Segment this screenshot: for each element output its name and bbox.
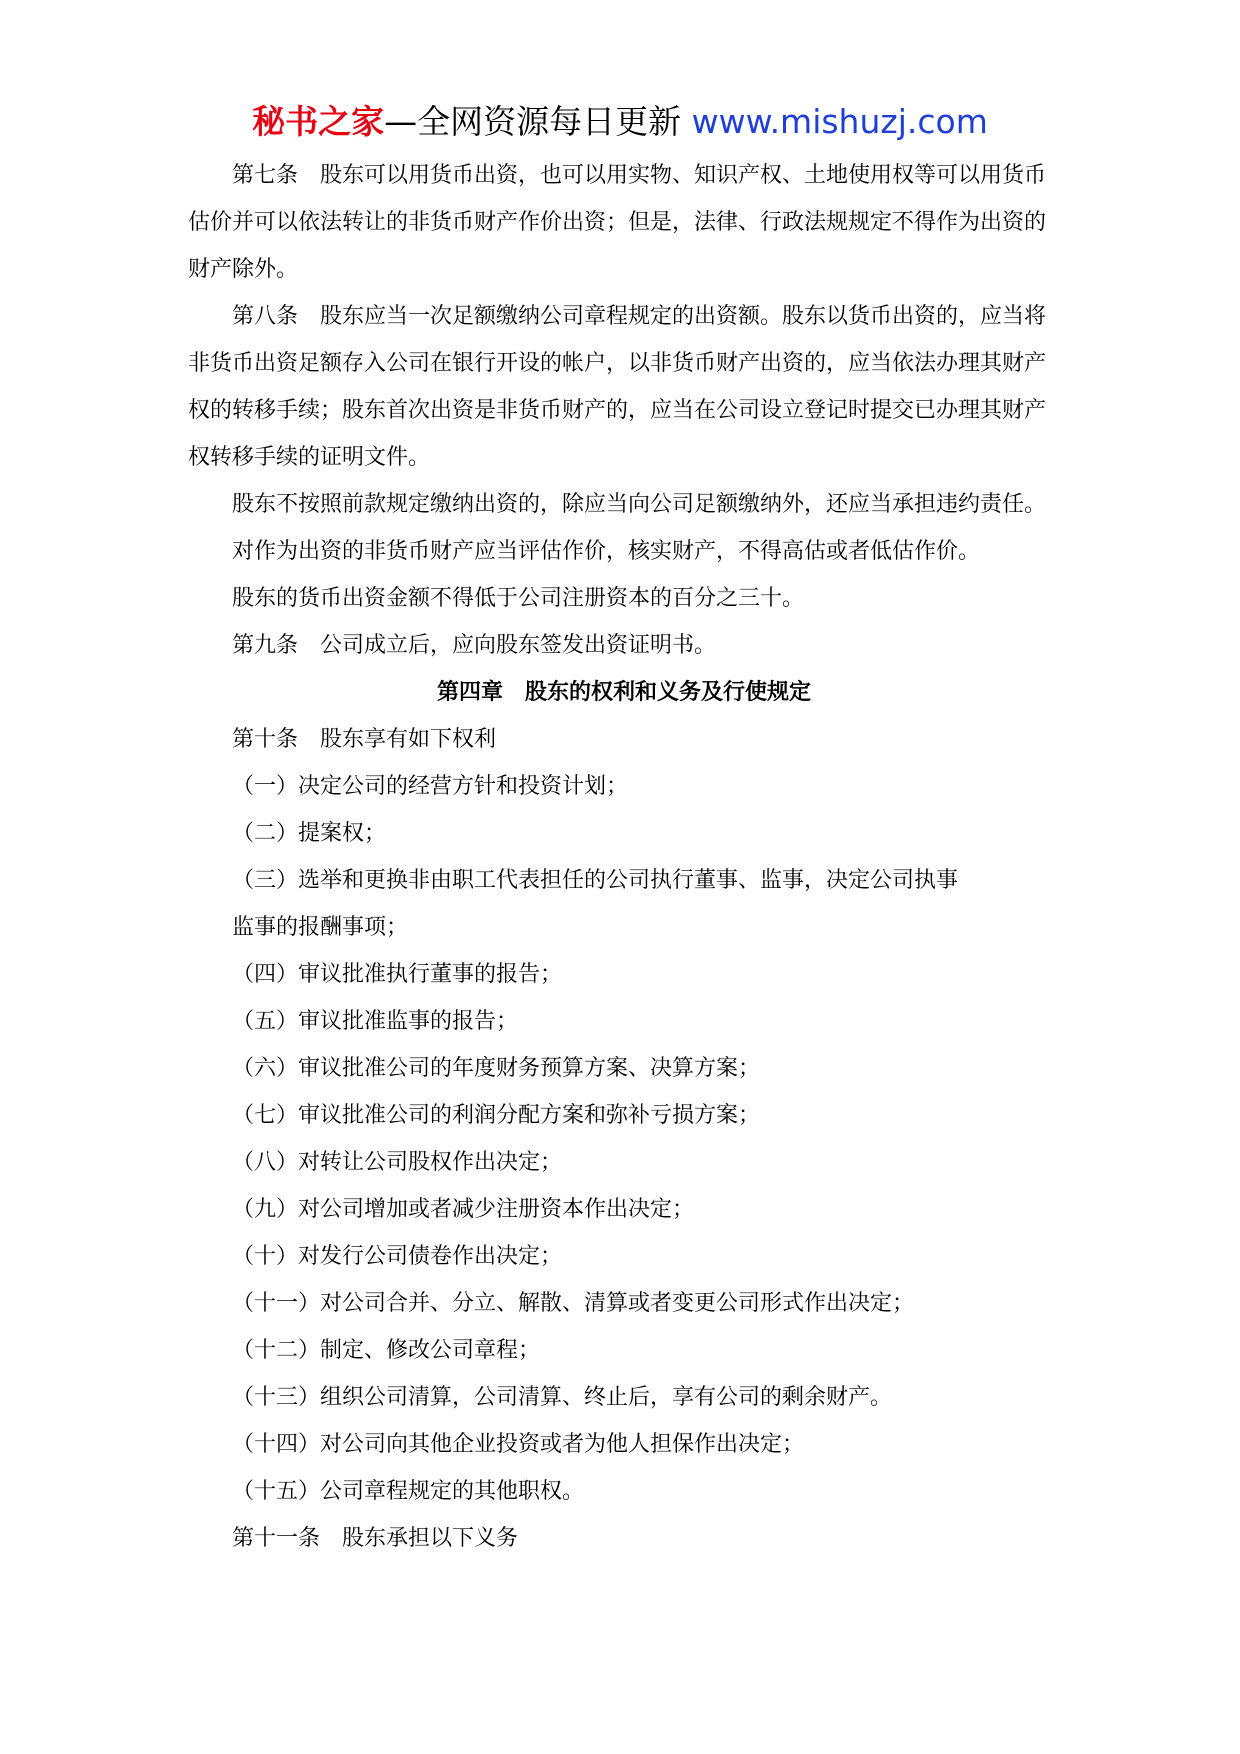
site-header [0, 100, 1240, 144]
rights-item-continuation: 监事的报酬事项； [232, 915, 409, 940]
article-8-paragraph-4: 股东的货币出资金额不得低于公司注册资本的百分之三十。 [232, 586, 805, 611]
article-8-paragraph-3: 对作为出资的非货币财产应当评估作价，核实财产，不得高估或者低估作价。 [232, 539, 981, 564]
rights-item: （三）选举和更换非由职工代表担任的公司执行董事、监事，决定公司执事 [232, 868, 959, 893]
rights-item: （十三）组织公司清算，公司清算、终止后，享有公司的剩余财产。 [232, 1385, 893, 1410]
rights-item: （六）审议批准公司的年度财务预算方案、决算方案； [232, 1056, 761, 1081]
article-10: 第十条 股东享有如下权利 [232, 727, 497, 752]
rights-item: （八）对转让公司股权作出决定； [232, 1150, 563, 1175]
rights-item: （七）审议批准公司的利润分配方案和弥补亏损方案； [232, 1103, 761, 1128]
header-slogan: —全网资源每日更新 [384, 102, 692, 141]
rights-item: （九）对公司增加或者减少注册资本作出决定； [232, 1197, 695, 1222]
rights-item: （十）对发行公司债卷作出决定； [232, 1244, 563, 1269]
article-8: 第八条 股东应当一次足额缴纳公司章程规定的出资额。股东以货币出资的，应当将非货币出资足额存入公司在银行开设的帐户，以非货币财产出资的，应当依法办理其财产权的转移手续；股东首次出资是非货币财产的，应当在公司设立登记时提交已办理其财产权转移手续的证明文件。 [188, 304, 1047, 470]
chapter-heading: 第四章 股东的权利和义务及行使规定 [436, 680, 811, 705]
rights-item: （十一）对公司合并、分立、解散、清算或者变更公司形式作出决定； [232, 1291, 915, 1316]
article-7: 第七条 股东可以用货币出资，也可以用实物、知识产权、土地使用权等可以用货币估价并可以依法转让的非货币财产作价出资；但是，法律、行政法规规定不得作为出资的财产除外。 [188, 163, 1047, 282]
article-9: 第九条 公司成立后，应向股东签发出资证明书。 [232, 633, 717, 658]
rights-item: （一）决定公司的经营方针和投资计划； [232, 774, 629, 799]
rights-item: （十五）公司章程规定的其他职权。 [232, 1479, 585, 1504]
brand-name: 秘书之家 [252, 102, 385, 141]
rights-item: （十二）制定、修改公司章程； [232, 1338, 541, 1363]
article-8-paragraph-2: 股东不按照前款规定缴纳出资的，除应当向公司足额缴纳外，还应当承担违约责任。 [232, 492, 1047, 517]
rights-item: （十四）对公司向其他企业投资或者为他人担保作出决定； [232, 1432, 805, 1457]
rights-item: （二）提案权； [232, 821, 387, 846]
rights-item: （四）审议批准执行董事的报告； [232, 962, 563, 987]
document-body [188, 152, 1060, 1562]
site-url[interactable]: www.mishuzj.com [691, 102, 988, 141]
rights-item: （五）审议批准监事的报告； [232, 1009, 519, 1034]
article-11: 第十一条 股东承担以下义务 [232, 1526, 519, 1551]
